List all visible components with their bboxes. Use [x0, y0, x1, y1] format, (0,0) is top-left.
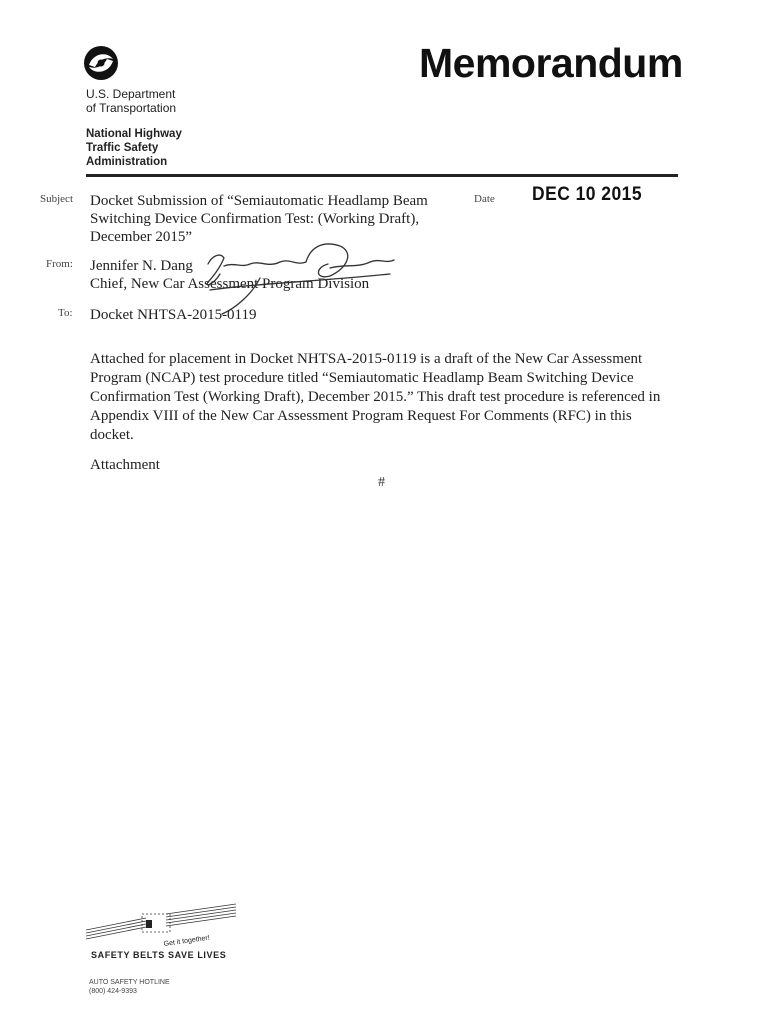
header-divider	[86, 174, 678, 177]
memo-body	[90, 350, 680, 445]
agency-line: National Highway	[86, 128, 182, 140]
safety-belts-caption: SAFETY BELTS SAVE LIVES	[91, 950, 227, 960]
agency-name	[86, 127, 182, 169]
from-name: Jennifer N. Dang	[90, 258, 193, 274]
hotline-title: AUTO SAFETY HOTLINE	[89, 979, 170, 986]
body-line: Appendix VIII of the New Car Assessment Program Request For Comments (RFC) in this	[90, 408, 632, 424]
belt-slogan: Get it together!	[163, 934, 211, 948]
agency-line: Traffic Safety	[86, 142, 159, 154]
subject-line: December 2015”	[90, 229, 193, 245]
body-line: Program (NCAP) test procedure titled “Semiautomatic Headlamp Beam Switching Device	[90, 370, 634, 386]
hotline-number: (800) 424-9393	[89, 988, 137, 995]
dot-logo-icon	[83, 45, 119, 81]
from-label: From:	[46, 258, 73, 270]
department-line: of Transportation	[86, 101, 177, 115]
subject-label: Subject	[40, 193, 73, 205]
date-stamp: DEC 10 2015	[532, 184, 643, 205]
department-line: U.S. Department	[86, 87, 176, 101]
attachment-label: Attachment	[90, 457, 160, 473]
department-name	[86, 87, 176, 115]
end-mark: #	[378, 475, 385, 490]
body-line: Attached for placement in Docket NHTSA-2015-0119 is a draft of the New Car Assessment	[90, 351, 643, 367]
to-value: Docket NHTSA-2015-0119	[90, 307, 257, 323]
seatbelt-illustration	[86, 900, 236, 950]
date-label: Date	[474, 193, 495, 205]
auto-safety-hotline	[89, 978, 170, 996]
subject-line: Switching Device Confirmation Test: (Working Draft),	[90, 211, 420, 227]
agency-line: Administration	[86, 156, 168, 168]
subject-line: Docket Submission of “Semiautomatic Headlamp Beam	[90, 193, 428, 209]
to-label: To:	[58, 307, 73, 319]
body-line: docket.	[90, 427, 134, 443]
body-line: Confirmation Test (Working Draft), December 2015.” This draft test procedure is referenced in	[90, 389, 661, 405]
from-title: Chief, New Car Assessment Program Division	[90, 276, 370, 292]
memo-title: Memorandum	[419, 40, 683, 86]
